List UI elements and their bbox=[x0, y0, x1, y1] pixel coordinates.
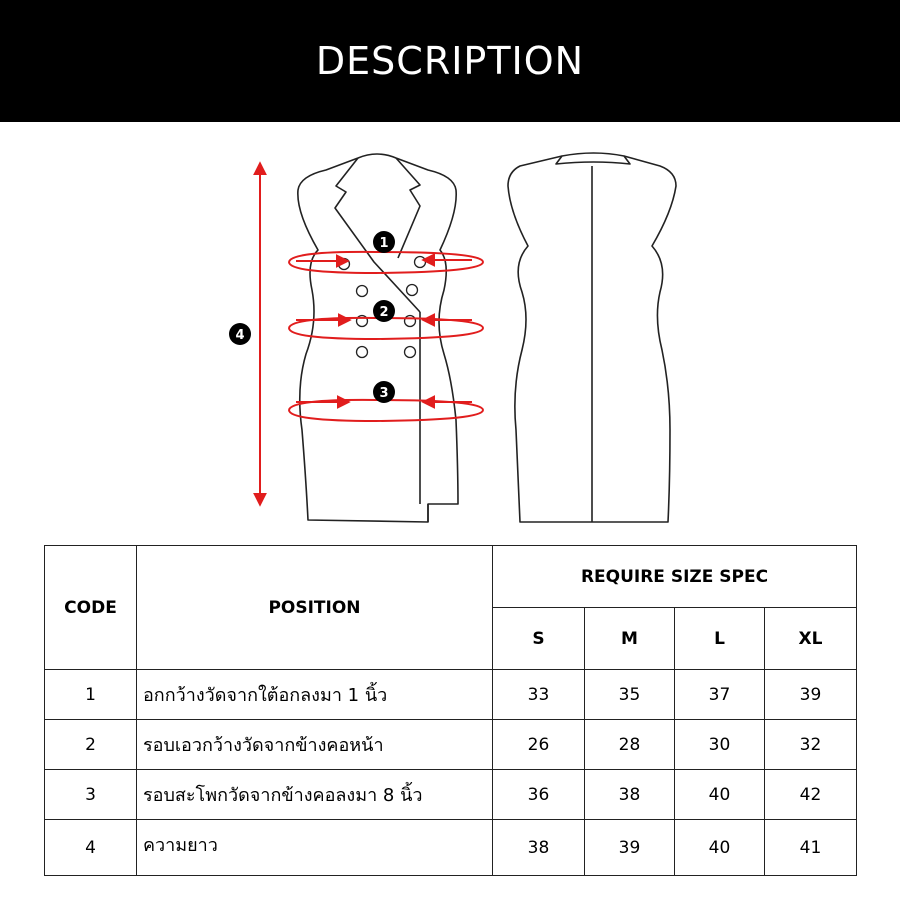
row-code: 1 bbox=[45, 670, 137, 720]
header-position: POSITION bbox=[137, 546, 493, 670]
table-row bbox=[45, 770, 857, 820]
garment-illustration bbox=[0, 122, 900, 540]
row-value-xl: 39 bbox=[765, 670, 857, 720]
row-value-xl: 42 bbox=[765, 770, 857, 820]
row-code: 4 bbox=[45, 820, 137, 876]
table-row bbox=[45, 670, 857, 720]
measure-lines bbox=[260, 164, 483, 504]
row-value-m: 39 bbox=[585, 820, 675, 876]
front-body-outline bbox=[298, 158, 458, 522]
row-value-s: 38 bbox=[493, 820, 585, 876]
row-value-s: 36 bbox=[493, 770, 585, 820]
header-code: CODE bbox=[45, 546, 137, 670]
row-value-l: 30 bbox=[675, 720, 765, 770]
back-collar bbox=[556, 153, 630, 164]
marker-1 bbox=[373, 231, 395, 253]
back-view bbox=[508, 153, 676, 522]
row-value-m: 38 bbox=[585, 770, 675, 820]
table-row bbox=[45, 820, 857, 876]
row-position: ความยาว bbox=[137, 820, 493, 876]
marker-2 bbox=[373, 300, 395, 322]
table-row bbox=[45, 720, 857, 770]
marker-3-label: 3 bbox=[379, 386, 389, 401]
header-size-group: REQUIRE SIZE SPEC bbox=[493, 546, 857, 608]
header-size-xl: XL bbox=[765, 608, 857, 670]
marker-4-label: 4 bbox=[235, 328, 245, 343]
row-position: รอบเอวกว้างวัดจากข้างคอหน้า bbox=[137, 720, 493, 770]
row-value-l: 40 bbox=[675, 820, 765, 876]
row-value-l: 40 bbox=[675, 770, 765, 820]
chest-ring bbox=[289, 252, 483, 273]
row-value-s: 26 bbox=[493, 720, 585, 770]
right-lapel bbox=[396, 158, 420, 258]
header-row-group bbox=[45, 546, 857, 608]
marker-2-label: 2 bbox=[379, 305, 389, 320]
header-size-m: M bbox=[585, 608, 675, 670]
marker-4 bbox=[229, 323, 251, 345]
row-value-l: 37 bbox=[675, 670, 765, 720]
header-size-l: L bbox=[675, 608, 765, 670]
row-position: อกกว้างวัดจากใต้อกลงมา 1 นิ้ว bbox=[137, 670, 493, 720]
row-value-s: 33 bbox=[493, 670, 585, 720]
row-value-m: 35 bbox=[585, 670, 675, 720]
row-code: 3 bbox=[45, 770, 137, 820]
front-neckline bbox=[358, 154, 396, 158]
header-size-s: S bbox=[493, 608, 585, 670]
row-value-m: 28 bbox=[585, 720, 675, 770]
page-title: DESCRIPTION bbox=[315, 39, 585, 83]
size-spec-table bbox=[44, 545, 857, 876]
marker-3 bbox=[373, 381, 395, 403]
row-code: 2 bbox=[45, 720, 137, 770]
header-banner bbox=[0, 0, 900, 122]
row-position: รอบสะโพกวัดจากข้างคอลงมา 8 นิ้ว bbox=[137, 770, 493, 820]
row-value-xl: 41 bbox=[765, 820, 857, 876]
marker-1-label: 1 bbox=[379, 236, 389, 251]
row-value-xl: 32 bbox=[765, 720, 857, 770]
hip-ring bbox=[289, 400, 483, 421]
